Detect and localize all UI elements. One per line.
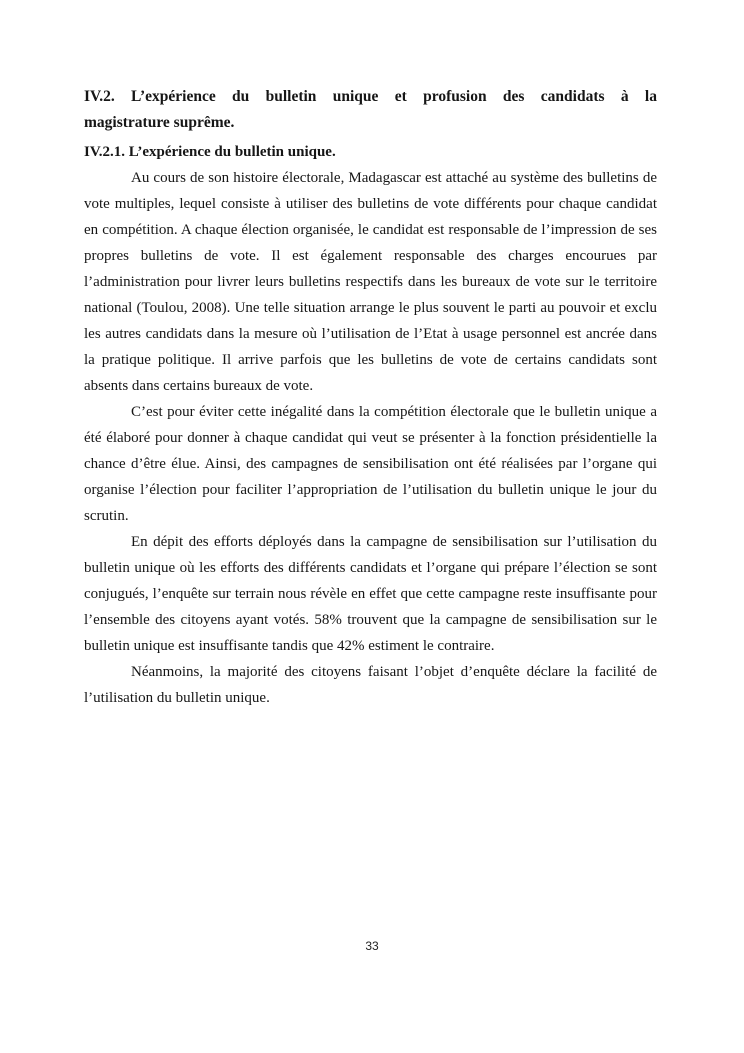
text-block	[84, 84, 657, 711]
body-paragraph-1: Au cours de son histoire électorale, Madagascar est attaché au système des bulletins de vote multiples, lequel consiste à utiliser des bulletins de vote différents pour chaque candidat en compétition. A chaque élection organisée, le candidat est responsable de l’impression de ses propres bulletins de vote. Il est également responsable des charges encourues par l’administration pour livrer leurs bulletins respectifs dans les bureaux de vote sur le territoire national (Toulou, 2008). Une telle situation arrange le plus souvent le parti au pouvoir et exclu les autres candidats dans la mesure où l’utilisation de l’Etat à usage personnel est ancrée dans la pratique politique. Il arrive parfois que les bulletins de vote de certains candidats sont absents dans certains bureaux de vote.	[84, 170, 657, 394]
body-paragraph-3: En dépit des efforts déployés dans la campagne de sensibilisation sur l’utilisation du bulletin unique où les efforts des différents candidats et l’organe qui prépare l’élection se sont conjugués, l’enquête sur terrain nous révèle en effet que cette campagne reste insuffisante pour l’ensemble des citoyens ayant votés. 58% trouvent que la campagne de sensibilisation sur le bulletin unique est insuffisante tandis que 42% estiment le contraire.	[84, 534, 657, 654]
body-paragraph-2: C’est pour éviter cette inégalité dans la compétition électorale que le bulletin unique a été élaboré pour donner à chaque candidat qui veut se présenter à la fonction présidentielle la chance d’être élue. Ainsi, des campagnes de sensibilisation ont été réalisées par l’organe qui organise l’élection pour faciliter l’appropriation de l’utilisation du bulletin unique le jour du scrutin.	[84, 404, 657, 524]
page-number: 33	[365, 939, 379, 953]
section-heading-line2: magistrature suprême.	[84, 114, 235, 131]
body-paragraph-4: Néanmoins, la majorité des citoyens faisant l’objet d’enquête déclare la facilité de l’utilisation du bulletin unique.	[84, 664, 657, 706]
subsection-heading: IV.2.1. L’expérience du bulletin unique.	[84, 144, 336, 160]
section-heading-line1: IV.2. L’expérience du bulletin unique et profusion des candidats à la	[84, 88, 657, 105]
section-heading	[84, 84, 657, 136]
